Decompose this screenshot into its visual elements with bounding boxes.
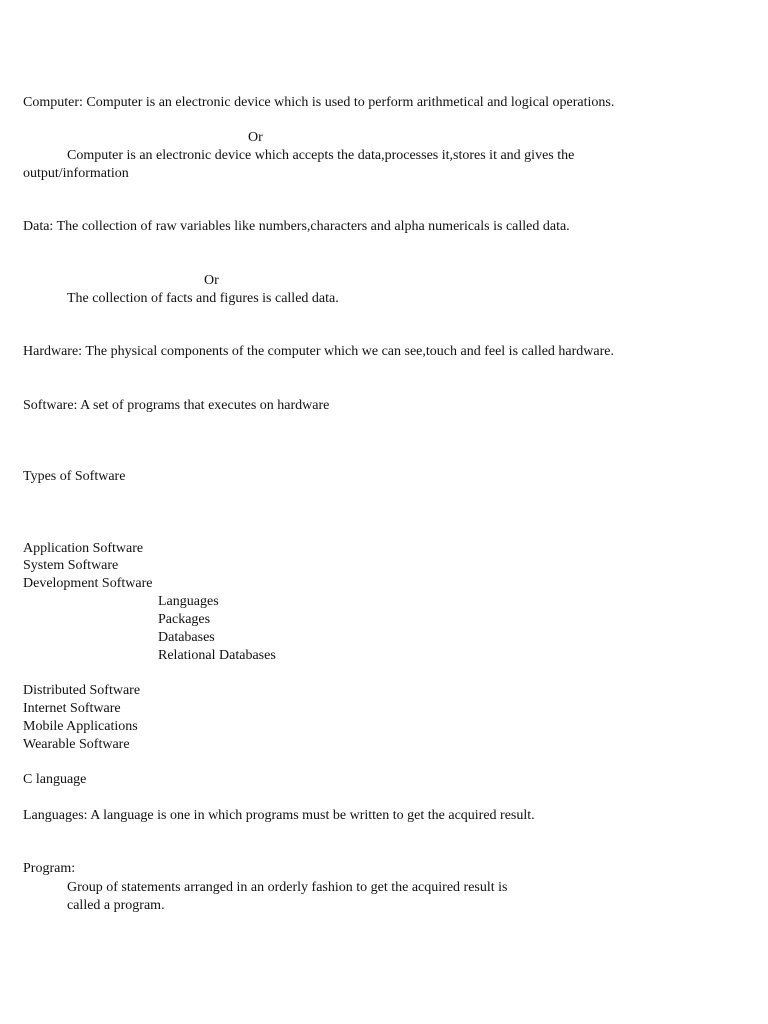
dev-subtype-item: Relational Databases <box>158 648 276 663</box>
type-item: Mobile Applications <box>23 719 138 734</box>
computer-alt-definition: Computer is an electronic device which accepts the data,processes it,stores it and gives the <box>67 148 575 163</box>
languages-definition: Languages: A language is one in which programs must be written to get the acquired result. <box>23 808 535 823</box>
program-label: Program: <box>23 861 76 876</box>
types-heading: Types of Software <box>23 469 126 484</box>
or-separator: Or <box>248 130 263 145</box>
type-item: Wearable Software <box>23 737 130 752</box>
or-separator: Or <box>204 273 219 288</box>
dev-subtype-item: Packages <box>158 612 211 627</box>
type-item: Development Software <box>23 576 153 591</box>
dev-subtype-item: Databases <box>158 630 215 645</box>
software-definition: Software: A set of programs that executes on hardware <box>23 398 330 413</box>
hardware-definition: Hardware: The physical components of the computer which we can see,touch and feel is called hardware. <box>23 344 615 359</box>
data-definition: Data: The collection of raw variables like numbers,characters and alpha numericals is called data. <box>23 219 570 234</box>
type-item: Distributed Software <box>23 683 141 698</box>
type-item: Internet Software <box>23 701 121 716</box>
type-item: System Software <box>23 558 119 573</box>
program-definition-cont: called a program. <box>67 898 165 913</box>
c-language-heading: C language <box>23 772 87 787</box>
computer-alt-definition-cont: output/information <box>23 166 129 181</box>
type-item: Application Software <box>23 541 144 556</box>
program-definition: Group of statements arranged in an orderly fashion to get the acquired result is <box>67 880 508 895</box>
data-alt-definition: The collection of facts and figures is called data. <box>67 291 339 306</box>
computer-definition: Computer: Computer is an electronic device which is used to perform arithmetical and logical operations. <box>23 95 615 110</box>
dev-subtype-item: Languages <box>158 594 219 609</box>
